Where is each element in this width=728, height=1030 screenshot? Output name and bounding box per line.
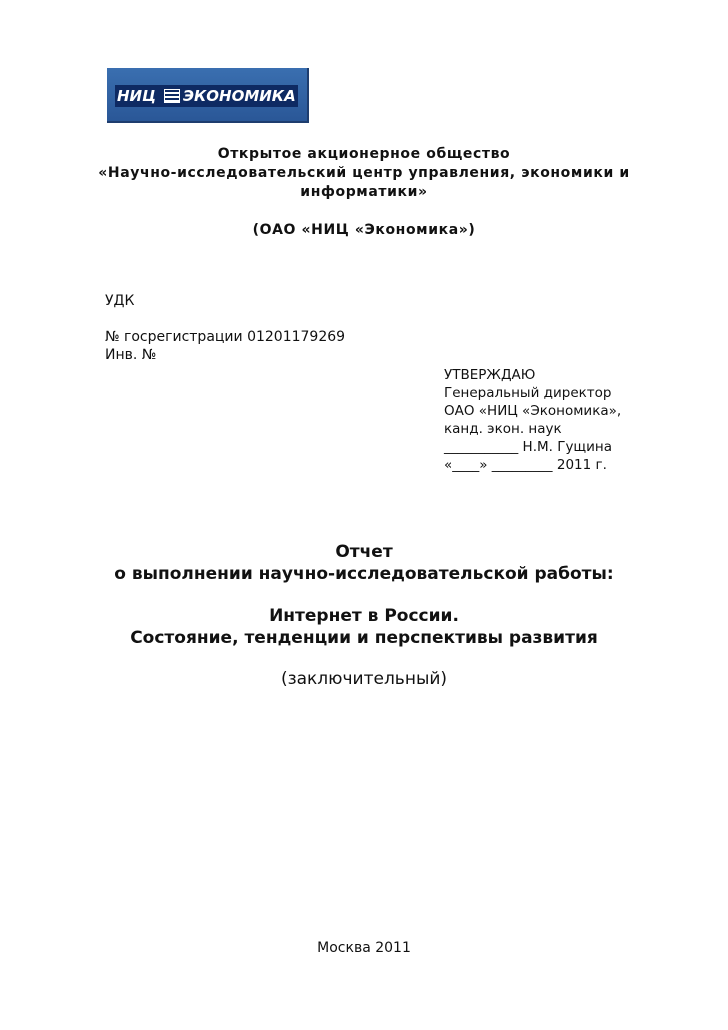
inventory-number: Инв. № (105, 347, 157, 363)
gosreg-number: № госрегистрации 01201179269 (105, 329, 346, 345)
approval-position: Генеральный директор (444, 385, 612, 401)
report-topic-line1: Интернет в России. (269, 606, 459, 626)
approval-org: ОАО «НИЦ «Экономика», (444, 403, 622, 419)
approval-date: «____» _________ 2011 г. (444, 457, 607, 473)
logo-mark-icon (164, 89, 180, 103)
report-kind: (заключительный) (280, 669, 448, 689)
company-logo (107, 68, 309, 123)
org-abbreviation: (ОАО «НИЦ «Экономика») (252, 222, 476, 238)
report-subtitle: о выполнении научно-исследовательской работы: (114, 564, 614, 584)
org-name-line1: «Научно-исследовательский центр управления, экономики и (98, 165, 630, 181)
logo-text-left: НИЦ (117, 87, 157, 105)
org-type: Открытое акционерное общество (217, 146, 511, 162)
org-name-line2: информатики» (300, 184, 428, 200)
report-title: Отчет (335, 542, 393, 562)
approval-title: УТВЕРЖДАЮ (444, 367, 536, 383)
report-topic-line2: Состояние, тенденции и перспективы развития (130, 628, 598, 648)
place-year: Москва 2011 (317, 940, 411, 956)
udk-label: УДК (105, 293, 135, 309)
approval-degree: канд. экон. наук (444, 421, 562, 437)
logo-text-right: ЭКОНОМИКА (183, 87, 296, 105)
approval-signature: ___________ Н.М. Гущина (444, 439, 613, 455)
